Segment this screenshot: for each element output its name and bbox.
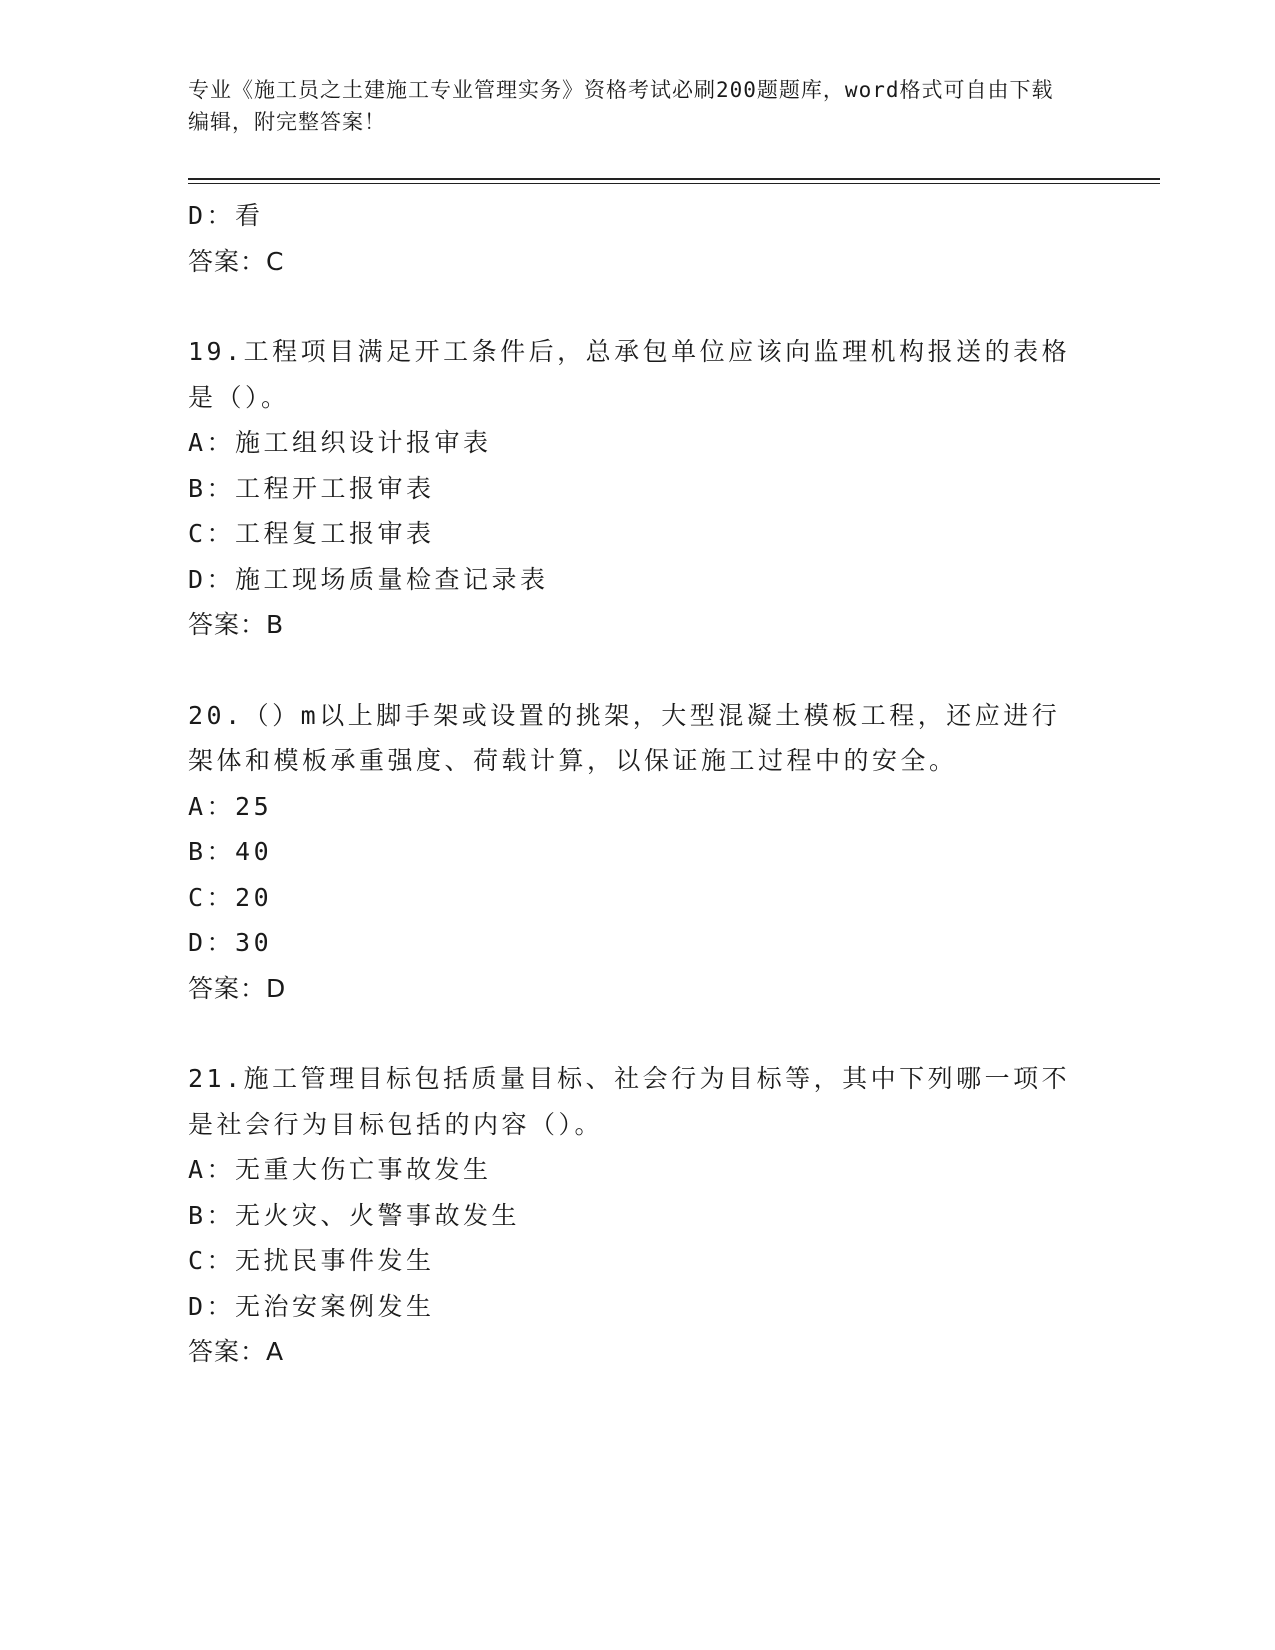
header-rule-thin bbox=[188, 183, 1160, 184]
option-d: D：施工现场质量检查记录表 bbox=[188, 564, 549, 594]
answer-label: 答案：B bbox=[188, 610, 285, 639]
question-19 bbox=[188, 329, 1088, 648]
question-text-line-2: 是社会行为目标包括的内容（）。 bbox=[188, 1109, 604, 1139]
option-d: D：30 bbox=[188, 928, 273, 957]
option-b: B：无火灾、火警事故发生 bbox=[188, 1200, 521, 1230]
question-21 bbox=[188, 1056, 1088, 1375]
question-text-line-1: 21.施工管理目标包括质量目标、社会行为目标等，其中下列哪一项不 bbox=[188, 1064, 1071, 1093]
question-text-line-1: 20.（）m以上脚手架或设置的挑架，大型混凝土模板工程，还应进行 bbox=[188, 700, 1061, 730]
document-header: 专业《施工员之土建施工专业管理实务》资格考试必刷200题题库，word格式可自由下载编辑，附完整答案！ bbox=[188, 78, 1054, 134]
spacer bbox=[188, 648, 1088, 693]
option-d: D：无治安案例发生 bbox=[188, 1291, 435, 1321]
option-a: A：25 bbox=[188, 791, 273, 821]
spacer bbox=[188, 1011, 1088, 1056]
answer-label: 答案：D bbox=[188, 973, 287, 1003]
option-a: A：施工组织设计报审表 bbox=[188, 428, 492, 457]
answer-label: 答案：A bbox=[188, 1337, 285, 1366]
question-20 bbox=[188, 693, 1088, 1012]
option-c: C：无扰民事件发生 bbox=[188, 1246, 435, 1275]
option-c: C：工程复工报审表 bbox=[188, 519, 435, 548]
option-b: B：工程开工报审表 bbox=[188, 473, 435, 503]
question-text-line-2: 架体和模板承重强度、荷载计算，以保证施工过程中的安全。 bbox=[188, 746, 958, 775]
spacer bbox=[188, 284, 1088, 329]
option-c: C：20 bbox=[188, 882, 273, 912]
header-rule-thick bbox=[188, 178, 1160, 180]
question-text-line-1: 19.工程项目满足开工条件后，总承包单位应该向监理机构报送的表格 bbox=[188, 337, 1071, 366]
option-b: B：40 bbox=[188, 837, 273, 866]
option-d: D：看 bbox=[188, 201, 264, 230]
answer-label: 答案：C bbox=[188, 246, 285, 276]
option-a: A：无重大伤亡事故发生 bbox=[188, 1155, 492, 1184]
question-list bbox=[188, 193, 1088, 1375]
question-text-line-2: 是（）。 bbox=[188, 382, 290, 412]
